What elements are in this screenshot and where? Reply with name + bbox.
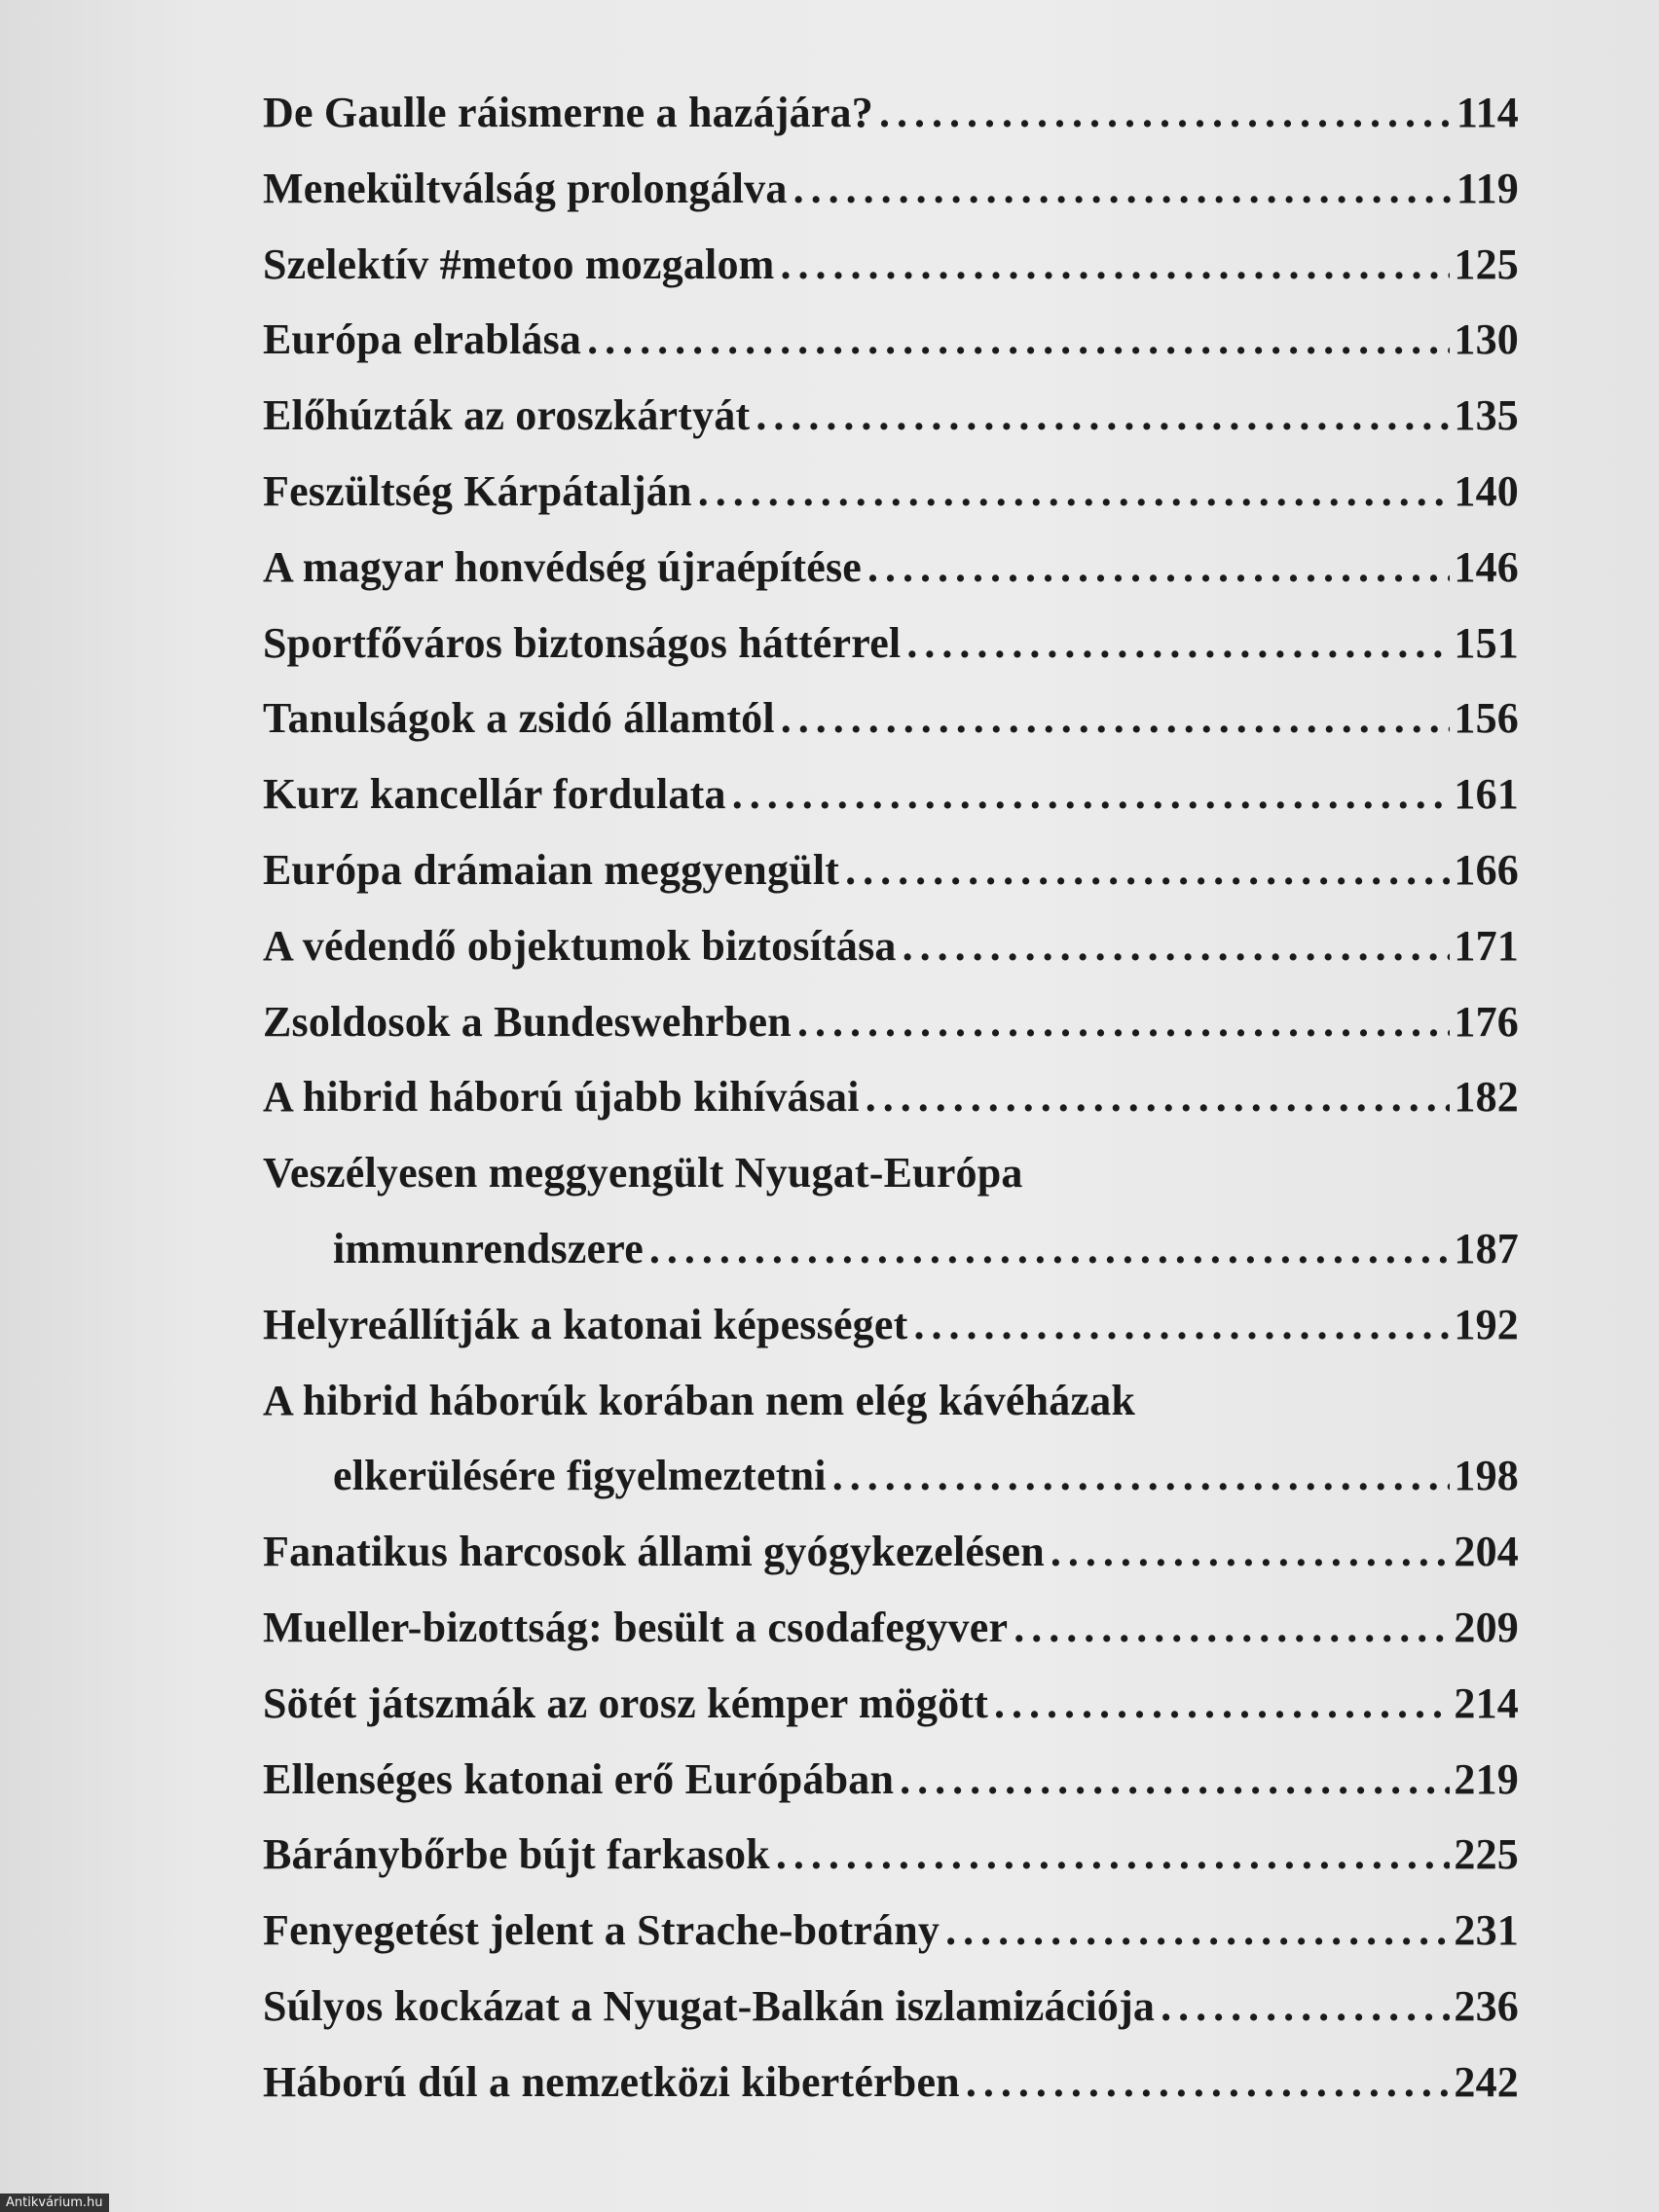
toc-entry-page: 151 <box>1454 618 1519 667</box>
leader-dots <box>913 1300 1450 1349</box>
leader-dots <box>587 314 1450 364</box>
toc-entry-title: A hibrid háború újabb kihívásai <box>263 1073 860 1122</box>
toc-entry <box>263 1829 1519 1905</box>
toc-entry-page: 209 <box>1454 1603 1519 1651</box>
toc-entry-title: Veszélyesen meggyengült Nyugat-Európa <box>263 1149 1023 1198</box>
toc-entry-page: 198 <box>1454 1452 1519 1500</box>
leader-dots <box>845 845 1450 895</box>
toc-entry-title-cont: elkerülésére figyelmeztetni <box>333 1452 827 1500</box>
toc-entry <box>263 1603 1519 1678</box>
toc-entry-page: 176 <box>1454 997 1519 1046</box>
toc-entry <box>263 997 1519 1073</box>
leader-dots <box>900 1754 1450 1804</box>
leader-dots <box>832 1451 1451 1500</box>
toc-entry-page: 187 <box>1454 1224 1519 1272</box>
leader-dots <box>1161 1981 1450 2031</box>
toc-entry <box>263 921 1519 997</box>
toc-entry <box>263 1072 1519 1148</box>
toc-entry-page: 119 <box>1456 164 1519 212</box>
toc-entry-title: A magyar honvédség újraépítése <box>263 542 863 591</box>
toc-entry-title: Sportfőváros biztonságos háttérrel <box>263 618 902 667</box>
leader-dots <box>867 542 1450 592</box>
toc-entry-title: Európa drámaian meggyengült <box>263 845 840 894</box>
toc-entry-page: 231 <box>1454 1906 1519 1955</box>
leader-dots <box>797 997 1450 1047</box>
leader-dots <box>756 390 1450 440</box>
toc-entry-page: 182 <box>1454 1073 1519 1122</box>
watermark: Antikvárium.hu <box>0 2194 109 2212</box>
toc-entry-title: Ellenséges katonai erő Európában <box>263 1754 895 1803</box>
toc-entry-page: 219 <box>1454 1754 1519 1803</box>
toc-entry-title: Menekültválság prolongálva <box>263 164 788 212</box>
leader-dots <box>781 693 1451 743</box>
toc-entry-title: Háború dúl a nemzetközi kibertérben <box>263 2057 960 2106</box>
toc-entry-title-cont: immunrendszere <box>333 1224 644 1272</box>
toc-entry-page: 114 <box>1456 89 1519 136</box>
toc-entry <box>263 164 1519 240</box>
toc-entry-page: 135 <box>1454 391 1519 440</box>
toc-entry-title: Fenyegetést jelent a Strache-botrány <box>263 1906 940 1955</box>
leader-dots <box>1014 1603 1450 1652</box>
toc-entry-page: 171 <box>1454 921 1519 970</box>
toc-entry <box>263 2057 1519 2133</box>
toc-entry <box>263 693 1519 769</box>
toc-entry <box>263 240 1519 315</box>
toc-entry-title: Fanatikus harcosok állami gyógykezelésen <box>263 1528 1045 1576</box>
toc-entry-title: Báránybőrbe bújt farkasok <box>263 1830 770 1879</box>
toc-entry-title: Európa elrablása <box>263 315 582 364</box>
toc-entry-page: 204 <box>1454 1528 1519 1576</box>
table-of-contents <box>263 88 1519 2133</box>
leader-dots <box>994 1678 1450 1728</box>
toc-entry-title: Feszültség Kárpátalján <box>263 466 692 515</box>
toc-entry-page: 130 <box>1454 315 1519 364</box>
toc-entry-title: A védendő objektumok biztosítása <box>263 921 897 970</box>
toc-entry <box>263 542 1519 618</box>
toc-entry <box>263 1376 1519 1452</box>
toc-entry-page: 225 <box>1454 1830 1519 1879</box>
leader-dots <box>906 618 1450 668</box>
toc-entry-title: Tanulságok a zsidó államtól <box>263 694 775 743</box>
toc-entry-page: 125 <box>1454 240 1519 288</box>
leader-dots <box>793 164 1453 213</box>
toc-entry-title: Előhúzták az oroszkártyát <box>263 391 751 440</box>
leader-dots <box>781 240 1451 289</box>
leader-dots <box>698 466 1451 516</box>
toc-entry-title: Szelektív #metoo mozgalom <box>263 240 775 288</box>
toc-entry <box>263 618 1519 694</box>
toc-entry-title: De Gaulle ráismerne a hazájára? <box>263 89 873 136</box>
toc-entry-page: 192 <box>1454 1300 1519 1348</box>
toc-entry-page: 242 <box>1454 2057 1519 2106</box>
leader-dots <box>966 2057 1451 2107</box>
toc-entry <box>263 314 1519 390</box>
leader-dots <box>1051 1527 1451 1576</box>
leader-dots <box>776 1829 1451 1879</box>
leader-dots <box>903 921 1451 971</box>
toc-entry-title: A hibrid háborúk korában nem elég kávéházak <box>263 1376 1136 1424</box>
toc-entry <box>263 1148 1519 1224</box>
toc-entry-page: 214 <box>1454 1678 1519 1727</box>
leader-dots <box>732 769 1451 819</box>
toc-entry-page: 161 <box>1454 770 1519 819</box>
toc-entry-page: 140 <box>1454 466 1519 515</box>
toc-entry <box>263 1981 1519 2057</box>
toc-entry <box>263 1527 1519 1603</box>
toc-entry <box>263 769 1519 845</box>
toc-entry-title: Sötét játszmák az orosz kémper mögött <box>263 1678 989 1727</box>
toc-entry <box>263 466 1519 542</box>
toc-entry <box>263 1754 1519 1830</box>
leader-dots <box>879 88 1453 137</box>
toc-entry <box>263 1905 1519 1981</box>
toc-entry <box>263 1300 1519 1376</box>
toc-entry <box>263 88 1519 164</box>
toc-entry-page: 156 <box>1454 694 1519 743</box>
toc-entry-title: Súlyos kockázat a Nyugat-Balkán iszlamizációja <box>263 1981 1156 2030</box>
toc-entry-continuation <box>263 1451 1519 1527</box>
toc-entry-title: Kurz kancellár fordulata <box>263 770 726 819</box>
toc-entry-page: 166 <box>1454 845 1519 894</box>
toc-entry-continuation <box>263 1224 1519 1300</box>
leader-dots <box>649 1224 1450 1273</box>
toc-entry-title: Mueller-bizottság: besült a csodafegyver <box>263 1603 1009 1651</box>
toc-entry <box>263 390 1519 466</box>
toc-entry-page: 236 <box>1454 1981 1519 2030</box>
toc-entry-page: 146 <box>1454 542 1519 591</box>
leader-dots <box>945 1905 1450 1955</box>
toc-entry <box>263 1678 1519 1754</box>
leader-dots <box>866 1072 1451 1122</box>
toc-entry <box>263 845 1519 921</box>
toc-entry-title: Helyreállítják a katonai képességet <box>263 1300 908 1348</box>
toc-entry-title: Zsoldosok a Bundeswehrben <box>263 997 792 1046</box>
